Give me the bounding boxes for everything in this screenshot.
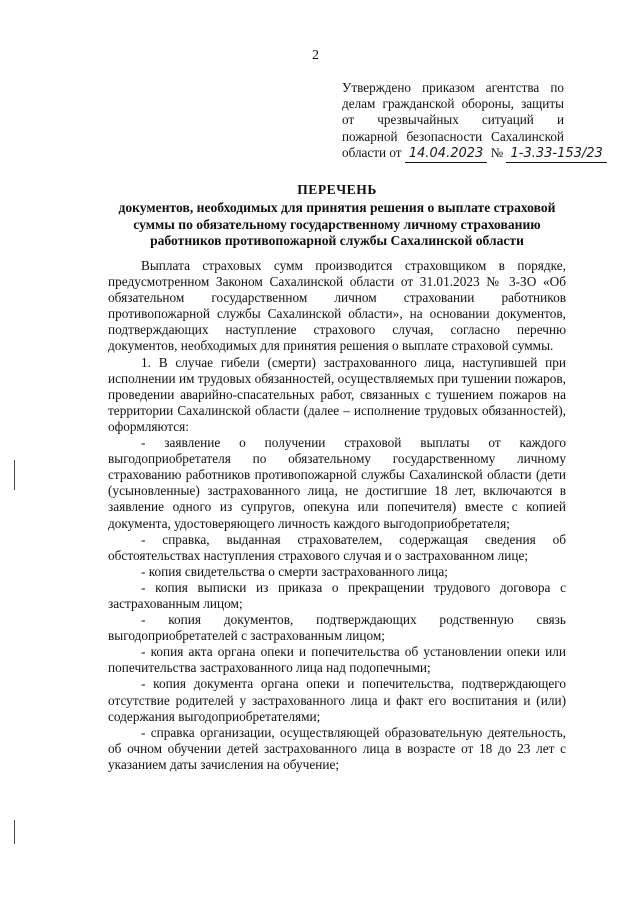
approval-number-prefix: № — [490, 144, 504, 160]
section-1-paragraph: 1. В случае гибели (смерти) застрахованного лица, наступившей при исполнении им трудовых обязанностей, осуществляемых при тушении пожаров, проведении аварийно-спасательных работ, связанных с тушением пожаров на территории Сахалинской области (далее – исполнение трудовых обязанностей), оформляются: — [108, 354, 566, 434]
scan-margin-mark — [14, 460, 15, 490]
document-body — [108, 258, 566, 773]
approval-line-3: от чрезвычайных ситуаций и — [342, 112, 564, 128]
list-item: - справка, выданная страхователем, содержащая сведения об обстоятельствах наступления страхового случая и о застрахованном лице; — [108, 531, 566, 563]
list-item: - заявление о получении страховой выплаты от каждого выгодоприобретателя по обязательному государственному личному страхованию работников противопожарной службы Сахалинской области (дети (усыновленные) застрахованного лица, не достигшие 18 лет, включаются в заявление одного из супругов, опекуна или попечителя) вместе с копией документа, удостоверяющего личность каждого выгодоприобретателя; — [108, 435, 566, 531]
list-item: - справка организации, осуществляющей образовательную деятельность, об очном обучении детей застрахованного лица в возрасте от 18 до 23 лет с указанием даты зачисления на обучение; — [108, 724, 566, 772]
approval-number-handwritten: 1-3.33-153/23 — [510, 145, 603, 161]
approval-line-2: делам гражданской обороны, защиты — [342, 96, 564, 112]
list-item: - копия документа органа опеки и попечительства, подтверждающего отсутствие родителей у застрахованного лица и факт его воспитания и (или) содержания выгодоприобретателями; — [108, 676, 566, 724]
document-title — [108, 182, 566, 250]
list-item: - копия документов, подтверждающих родственную связь выгодоприобретателей с застрахованным лицом; — [108, 612, 566, 644]
approval-stamp — [342, 80, 603, 163]
title-subtitle: документов, необходимых для принятия решения о выплате страховой суммы по обязательному государственному личному страхованию работников противопожарной службы Сахалинской области — [118, 200, 556, 249]
approval-line-1: Утверждено приказом агентства по — [342, 80, 564, 95]
intro-paragraph: Выплата страховых сумм производится страховщиком в порядке, предусмотренном Законом Сахалинской области от 31.01.2023 № 3-ЗО «Об обязательном государственном личном страховании работников противопожарной службы Сахалинской области», на основании документов, подтверждающих наступление страхового случая, согласно перечню документов, необходимых для принятия решения о выплате страховой суммы. — [108, 258, 566, 354]
scan-margin-mark — [14, 820, 15, 844]
approval-line-4: пожарной безопасности Сахалинской — [342, 128, 564, 144]
approval-date-handwritten: 14.04.2023 — [408, 145, 484, 161]
list-item: - копия свидетельства о смерти застрахованного лица; — [141, 563, 449, 579]
approval-line-5 — [342, 144, 603, 163]
list-item: - копия выписки из приказа о прекращении трудового договора с застрахованным лицом; — [108, 579, 566, 611]
approval-date-field — [405, 145, 487, 163]
approval-number-field — [506, 145, 606, 163]
title-main: ПЕРЕЧЕНЬ — [297, 182, 377, 197]
list-item: - копия акта органа опеки и попечительства об установлении опеки или попечительства застрахованного лица над подопечными; — [108, 644, 566, 676]
page-number: 2 — [312, 48, 319, 63]
approval-date-prefix: области от — [342, 144, 402, 160]
